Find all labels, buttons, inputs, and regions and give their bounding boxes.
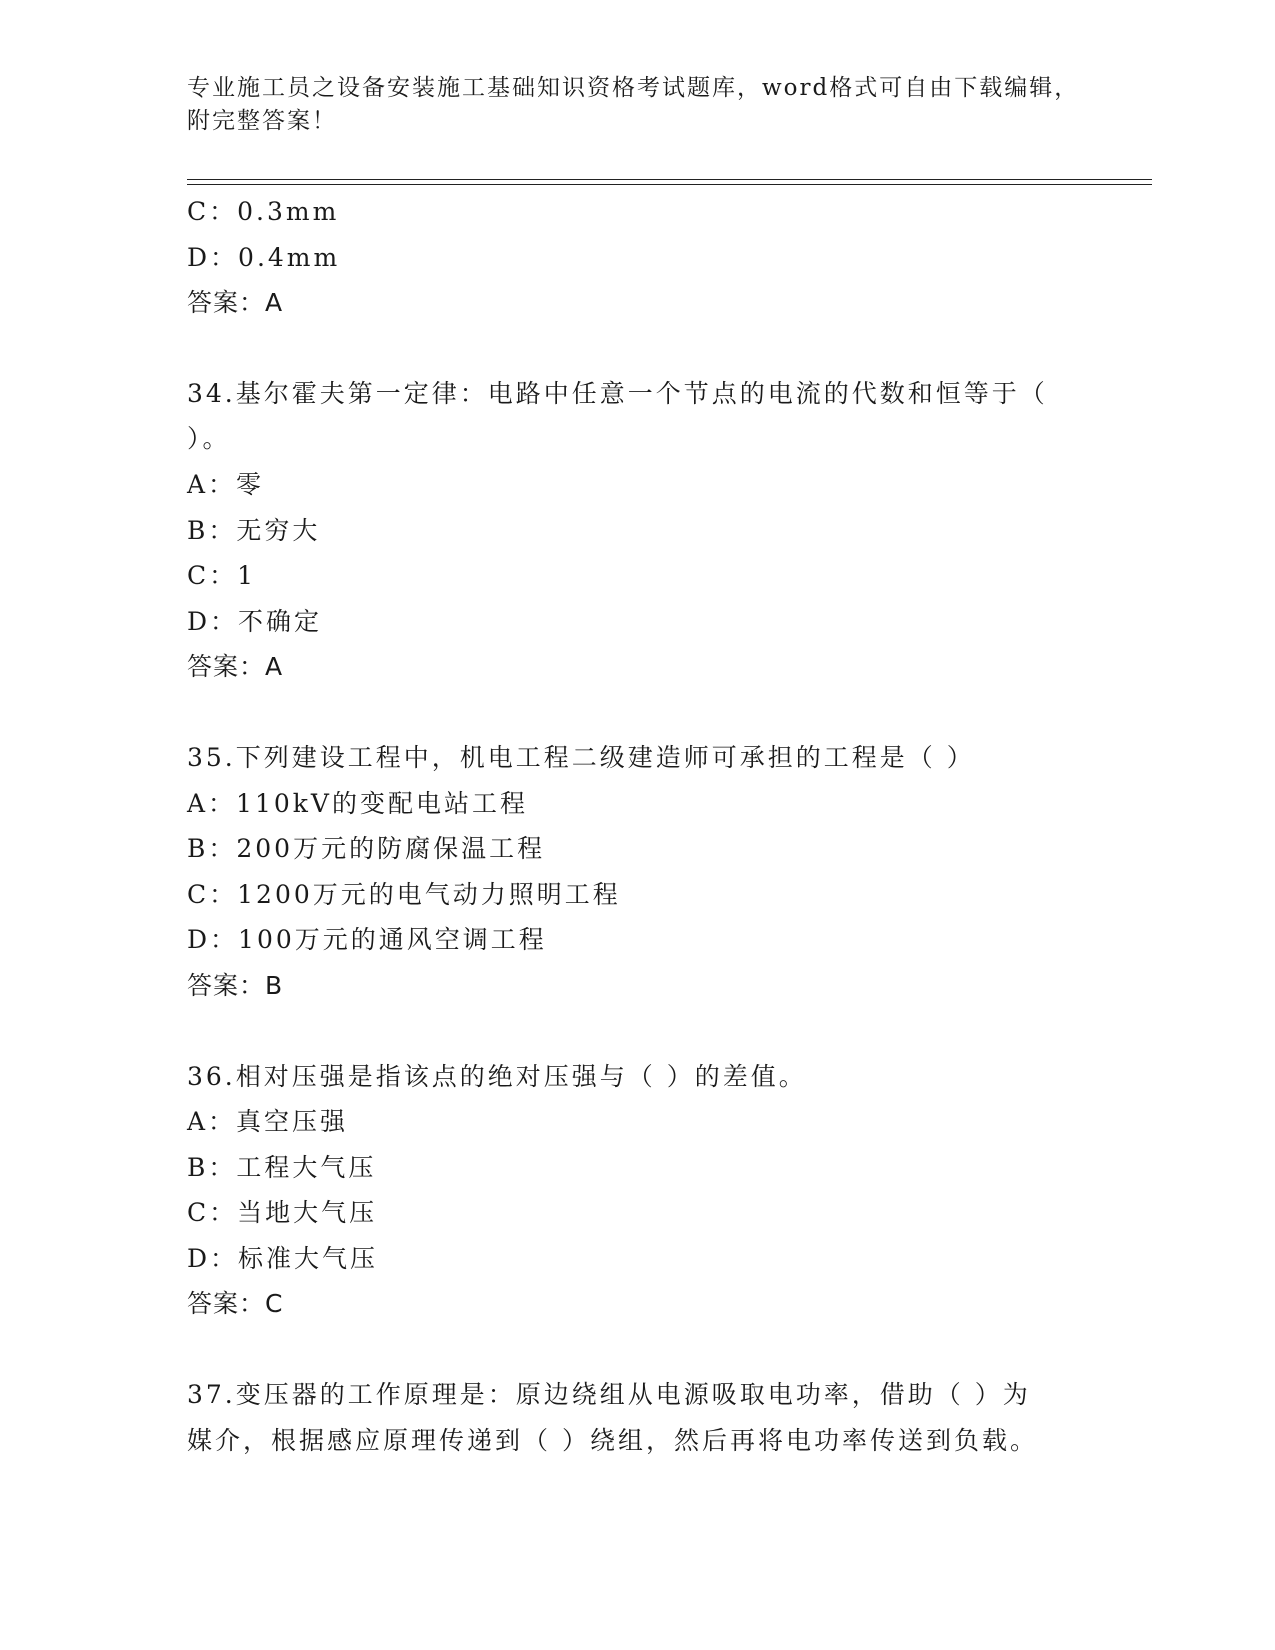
- q36-title: 36.相对压强是指该点的绝对压强与（ ）的差值。: [187, 1061, 807, 1091]
- q34-title-line-1: 34.基尔霍夫第一定律：电路中任意一个节点的电流的代数和恒等于（: [187, 378, 1048, 408]
- q34-option-a: A：零: [187, 469, 265, 499]
- q35-title: 35.下列建设工程中，机电工程二级建造师可承担的工程是（ ）: [187, 742, 975, 772]
- q34-option-c: C：1: [187, 561, 257, 591]
- q35-option-c: C：1200万元的电气动力照明工程: [187, 879, 621, 909]
- q34-title-line-2: ）。: [187, 424, 231, 454]
- header-line-1: 专业施工员之设备安装施工基础知识资格考试题库，word格式可自由下载编辑，: [187, 75, 1080, 101]
- q33-option-d: D：0.4mm: [187, 242, 341, 272]
- q35-option-a: A：110kV的变配电站工程: [187, 788, 528, 818]
- q37-title-line-2: 媒介，根据感应原理传递到（ ）绕组，然后再将电功率传送到负载。: [187, 1425, 1038, 1455]
- q35-option-b: B：200万元的防腐保温工程: [187, 834, 546, 864]
- q36-answer: 答案：C: [187, 1289, 284, 1319]
- q35-answer: 答案：B: [187, 970, 284, 1000]
- q35-option-d: D：100万元的通风空调工程: [187, 925, 547, 955]
- page-header: [187, 72, 1087, 138]
- document-page: [187, 0, 1152, 1650]
- q34-option-d: D：不确定: [187, 606, 323, 636]
- q33-answer: 答案：A: [187, 288, 284, 318]
- header-divider: [187, 179, 1152, 185]
- q36-option-b: B：工程大气压: [187, 1152, 377, 1182]
- q34-option-b: B：无穷大: [187, 515, 321, 545]
- q33-option-c: C：0.3mm: [187, 197, 340, 226]
- q36-option-d: D：标准大气压: [187, 1243, 379, 1273]
- question-list: [187, 189, 1152, 1463]
- header-line-2: 附完整答案！: [187, 108, 337, 134]
- q34-answer: 答案：A: [187, 652, 284, 682]
- q36-option-a: A：真空压强: [187, 1107, 349, 1137]
- q37-title-line-1: 37.变压器的工作原理是：原边绕组从电源吸取电功率，借助（ ）为: [187, 1380, 1031, 1410]
- q36-option-c: C：当地大气压: [187, 1198, 378, 1228]
